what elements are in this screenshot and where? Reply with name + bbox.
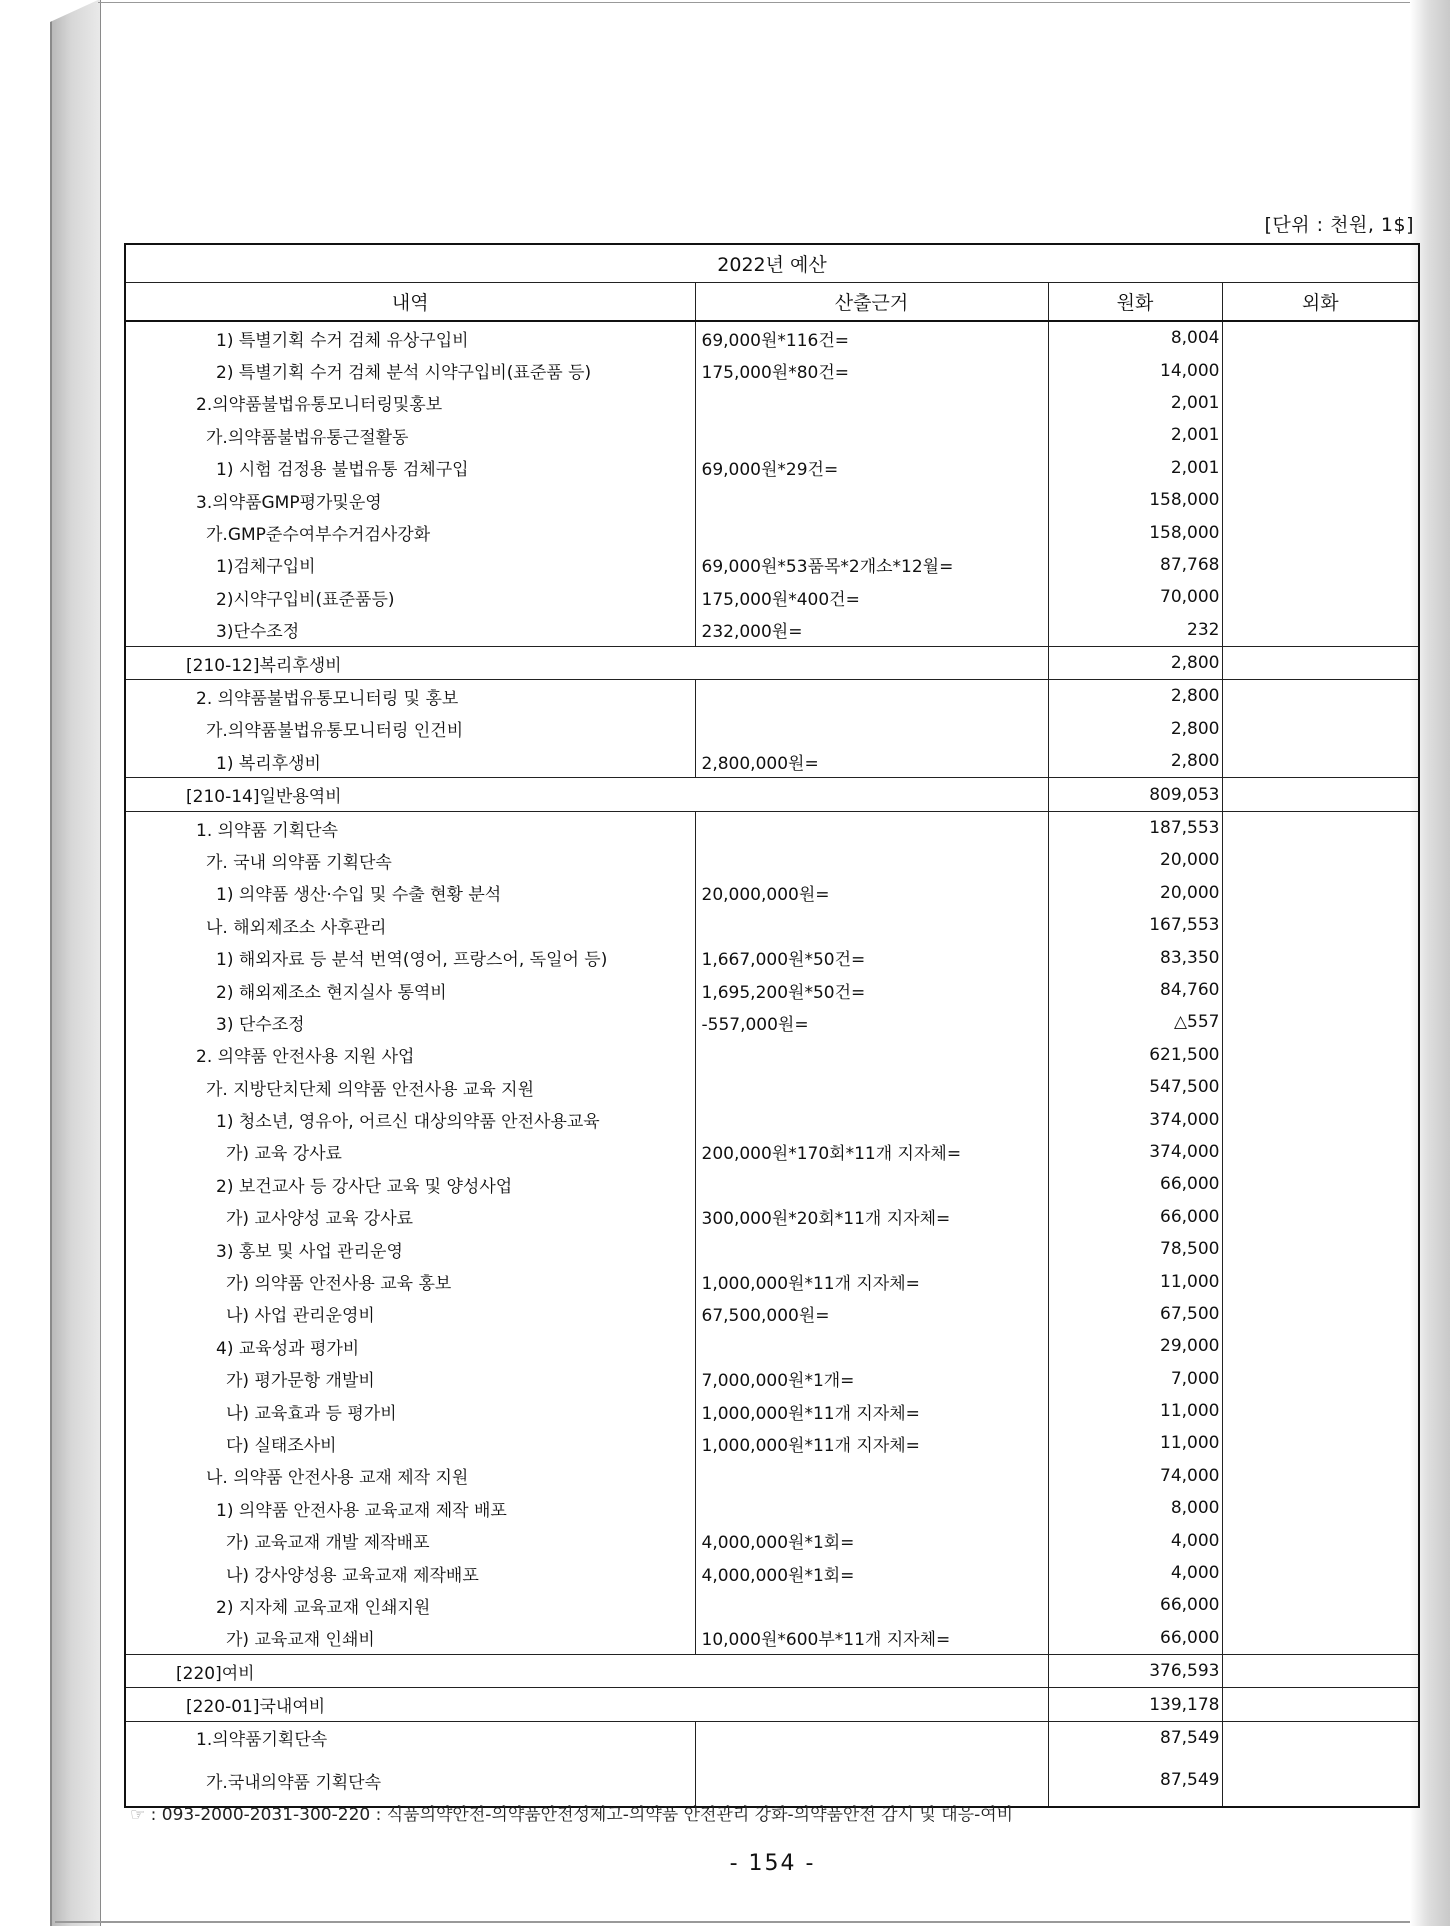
row-foreign-amount (1222, 909, 1419, 941)
row-basis (695, 811, 1048, 844)
row-basis: 1,000,000원*11개 지자체= (695, 1265, 1048, 1297)
row-description: [220]여비 (125, 1655, 1048, 1688)
row-description: 나. 의약품 안전사용 교재 제작 지원 (125, 1460, 695, 1492)
row-basis (695, 1071, 1048, 1103)
row-basis (695, 419, 1048, 451)
row-foreign-amount (1222, 1233, 1419, 1265)
row-foreign-amount (1222, 713, 1419, 745)
row-description: 2) 지자체 교육교재 인쇄지원 (125, 1589, 695, 1621)
row-basis (695, 387, 1048, 419)
header-foreign: 외화 (1222, 283, 1419, 322)
row-description: 가) 교사양성 교육 강사료 (125, 1201, 695, 1233)
row-foreign-amount (1222, 1071, 1419, 1103)
row-krw-amount: 66,000 (1048, 1589, 1222, 1621)
row-krw-amount: 66,000 (1048, 1168, 1222, 1200)
row-foreign-amount (1222, 844, 1419, 876)
row-krw-amount: 139,178 (1048, 1688, 1222, 1721)
row-basis (695, 713, 1048, 745)
table-row (125, 419, 1419, 451)
row-description: 가) 교육교재 개발 제작배포 (125, 1524, 695, 1556)
row-basis (695, 1721, 1048, 1754)
row-description: 다) 실태조사비 (125, 1427, 695, 1459)
row-foreign-amount (1222, 1103, 1419, 1135)
table-row (125, 1006, 1419, 1038)
row-description: 1) 청소년, 영유아, 어르신 대상의약품 안전사용교육 (125, 1103, 695, 1135)
table-row (125, 452, 1419, 484)
row-foreign-amount (1222, 1168, 1419, 1200)
row-description: 가) 평가문항 개발비 (125, 1363, 695, 1395)
row-krw-amount: 78,500 (1048, 1233, 1222, 1265)
row-description: [220-01]국내여비 (125, 1688, 1048, 1721)
row-description: 가) 의약품 안전사용 교육 홍보 (125, 1265, 695, 1297)
row-description: 2.의약품불법유통모니터링및홍보 (125, 387, 695, 419)
table-row (125, 1330, 1419, 1362)
table-body (125, 321, 1419, 1807)
row-krw-amount: 20,000 (1048, 877, 1222, 909)
row-basis: 175,000원*400건= (695, 581, 1048, 613)
row-krw-amount: 66,000 (1048, 1622, 1222, 1655)
row-krw-amount: 4,000 (1048, 1524, 1222, 1556)
row-basis (695, 1589, 1048, 1621)
row-foreign-amount (1222, 452, 1419, 484)
row-basis: 1,667,000원*50건= (695, 941, 1048, 973)
row-basis (695, 1168, 1048, 1200)
row-krw-amount: 232 (1048, 614, 1222, 647)
row-basis (695, 909, 1048, 941)
row-foreign-amount (1222, 941, 1419, 973)
row-foreign-amount (1222, 1395, 1419, 1427)
row-basis: 300,000원*20회*11개 지자체= (695, 1201, 1048, 1233)
row-basis (695, 1103, 1048, 1135)
table-row (125, 549, 1419, 581)
row-description: 가) 교육 강사료 (125, 1136, 695, 1168)
row-krw-amount: 84,760 (1048, 974, 1222, 1006)
row-foreign-amount (1222, 745, 1419, 778)
row-foreign-amount (1222, 1492, 1419, 1524)
table-row (125, 646, 1419, 679)
row-foreign-amount (1222, 811, 1419, 844)
row-description: 1) 의약품 생산·수입 및 수출 현황 분석 (125, 877, 695, 909)
row-description: 2) 보건교사 등 강사단 교육 및 양성사업 (125, 1168, 695, 1200)
row-basis: 232,000원= (695, 614, 1048, 647)
row-foreign-amount (1222, 1721, 1419, 1754)
row-basis: 69,000원*116건= (695, 321, 1048, 354)
row-krw-amount: 2,800 (1048, 713, 1222, 745)
row-basis: 69,000원*53품목*2개소*12월= (695, 549, 1048, 581)
row-foreign-amount (1222, 1688, 1419, 1721)
row-foreign-amount (1222, 1330, 1419, 1362)
table-title: 2022년 예산 (125, 244, 1419, 283)
row-description: 3) 단수조정 (125, 1006, 695, 1038)
row-basis: 10,000원*600부*11개 지자체= (695, 1622, 1048, 1655)
row-foreign-amount (1222, 484, 1419, 516)
table-row (125, 941, 1419, 973)
row-krw-amount: 87,549 (1048, 1754, 1222, 1807)
row-krw-amount: 7,000 (1048, 1363, 1222, 1395)
row-basis (695, 1233, 1048, 1265)
table-row (125, 1363, 1419, 1395)
row-foreign-amount (1222, 974, 1419, 1006)
table-row (125, 387, 1419, 419)
row-foreign-amount (1222, 614, 1419, 647)
row-description: 가) 교육교재 인쇄비 (125, 1622, 695, 1655)
table-row (125, 844, 1419, 876)
row-description: 1)검체구입비 (125, 549, 695, 581)
book-corner (50, 0, 98, 22)
row-krw-amount: 74,000 (1048, 1460, 1222, 1492)
row-description: 2. 의약품불법유통모니터링 및 홍보 (125, 680, 695, 713)
table-row (125, 1460, 1419, 1492)
footnote-text: : 093-2000-2031-300-220 : 식품의약안전-의약품안전성제고-의약품 안전관리 강화-의약품안전 감시 및 대응-여비 (150, 1805, 1014, 1825)
row-foreign-amount (1222, 1427, 1419, 1459)
row-krw-amount: 547,500 (1048, 1071, 1222, 1103)
table-row (125, 321, 1419, 354)
table-row (125, 614, 1419, 647)
row-foreign-amount (1222, 549, 1419, 581)
table-row (125, 974, 1419, 1006)
row-foreign-amount (1222, 1006, 1419, 1038)
row-krw-amount: 87,768 (1048, 549, 1222, 581)
row-krw-amount: 2,800 (1048, 745, 1222, 778)
row-description: 1. 의약품 기획단속 (125, 811, 695, 844)
table-row (125, 1136, 1419, 1168)
row-krw-amount: 167,553 (1048, 909, 1222, 941)
row-description: 1) 해외자료 등 분석 번역(영어, 프랑스어, 독일어 등) (125, 941, 695, 973)
row-foreign-amount (1222, 877, 1419, 909)
row-krw-amount: 8,000 (1048, 1492, 1222, 1524)
footnote (130, 1800, 1013, 1825)
row-description: 3)단수조정 (125, 614, 695, 647)
budget-table (124, 243, 1420, 1808)
row-basis (695, 680, 1048, 713)
row-description: 1.의약품기획단속 (125, 1721, 695, 1754)
row-krw-amount: 374,000 (1048, 1103, 1222, 1135)
table-row (125, 1524, 1419, 1556)
row-krw-amount: 70,000 (1048, 581, 1222, 613)
row-foreign-amount (1222, 1622, 1419, 1655)
row-krw-amount: 11,000 (1048, 1395, 1222, 1427)
table-row (125, 1622, 1419, 1655)
table-row (125, 1265, 1419, 1297)
row-foreign-amount (1222, 387, 1419, 419)
row-basis: 69,000원*29건= (695, 452, 1048, 484)
row-description: 나) 사업 관리운영비 (125, 1298, 695, 1330)
table-row (125, 1039, 1419, 1071)
table-row (125, 1298, 1419, 1330)
row-description: 가.국내의약품 기획단속 (125, 1754, 695, 1807)
row-basis: -557,000원= (695, 1006, 1048, 1038)
header-description: 내역 (125, 283, 695, 322)
row-foreign-amount (1222, 1039, 1419, 1071)
table-row (125, 1655, 1419, 1688)
table-row (125, 877, 1419, 909)
header-krw: 원화 (1048, 283, 1222, 322)
row-krw-amount: 621,500 (1048, 1039, 1222, 1071)
row-foreign-amount (1222, 321, 1419, 354)
row-krw-amount: 11,000 (1048, 1265, 1222, 1297)
row-krw-amount: 11,000 (1048, 1427, 1222, 1459)
row-description: 가.GMP준수여부수거검사강화 (125, 516, 695, 548)
row-description: 가.의약품불법유통근절활동 (125, 419, 695, 451)
row-krw-amount: 374,000 (1048, 1136, 1222, 1168)
row-krw-amount: 376,593 (1048, 1655, 1222, 1688)
header-basis: 산출근거 (695, 283, 1048, 322)
row-description: 가. 국내 의약품 기획단속 (125, 844, 695, 876)
row-basis: 2,800,000원= (695, 745, 1048, 778)
row-krw-amount: △557 (1048, 1006, 1222, 1038)
row-krw-amount: 2,001 (1048, 387, 1222, 419)
row-krw-amount: 2,800 (1048, 646, 1222, 679)
row-krw-amount: 66,000 (1048, 1201, 1222, 1233)
row-krw-amount: 2,001 (1048, 452, 1222, 484)
row-krw-amount: 4,000 (1048, 1557, 1222, 1589)
row-description: 1) 의약품 안전사용 교육교재 제작 배포 (125, 1492, 695, 1524)
row-krw-amount: 67,500 (1048, 1298, 1222, 1330)
row-foreign-amount (1222, 1589, 1419, 1621)
row-krw-amount: 87,549 (1048, 1721, 1222, 1754)
row-description: 1) 시험 검정용 불법유통 검체구입 (125, 452, 695, 484)
row-basis: 1,000,000원*11개 지자체= (695, 1427, 1048, 1459)
row-description: 2)시약구입비(표준품등) (125, 581, 695, 613)
table-row (125, 745, 1419, 778)
row-foreign-amount (1222, 354, 1419, 386)
row-krw-amount: 187,553 (1048, 811, 1222, 844)
row-basis (695, 844, 1048, 876)
row-description: [210-14]일반용역비 (125, 778, 1048, 811)
row-description: 2. 의약품 안전사용 지원 사업 (125, 1039, 695, 1071)
table-row (125, 516, 1419, 548)
row-foreign-amount (1222, 778, 1419, 811)
row-basis: 4,000,000원*1회= (695, 1557, 1048, 1589)
table-row (125, 1071, 1419, 1103)
table-row (125, 1589, 1419, 1621)
row-foreign-amount (1222, 646, 1419, 679)
row-basis: 4,000,000원*1회= (695, 1524, 1048, 1556)
row-description: 2) 특별기획 수거 검체 분석 시약구입비(표준품 등) (125, 354, 695, 386)
row-foreign-amount (1222, 419, 1419, 451)
page-bottom-border (55, 1921, 1415, 1923)
row-krw-amount: 2,800 (1048, 680, 1222, 713)
row-krw-amount: 20,000 (1048, 844, 1222, 876)
row-basis (695, 484, 1048, 516)
table-row (125, 484, 1419, 516)
row-foreign-amount (1222, 1298, 1419, 1330)
page-number: - 154 - (729, 1851, 816, 1876)
table-row (125, 1103, 1419, 1135)
row-krw-amount: 14,000 (1048, 354, 1222, 386)
table-row (125, 811, 1419, 844)
row-basis: 200,000원*170회*11개 지자체= (695, 1136, 1048, 1168)
row-description: 가.의약품불법유통모니터링 인건비 (125, 713, 695, 745)
row-basis (695, 1330, 1048, 1362)
row-basis: 175,000원*80건= (695, 354, 1048, 386)
row-description: 가. 지방단치단체 의약품 안전사용 교육 지원 (125, 1071, 695, 1103)
row-krw-amount: 158,000 (1048, 516, 1222, 548)
row-foreign-amount (1222, 1265, 1419, 1297)
row-krw-amount: 83,350 (1048, 941, 1222, 973)
table-row (125, 354, 1419, 386)
row-description: 3.의약품GMP평가및운영 (125, 484, 695, 516)
row-description: [210-12]복리후생비 (125, 646, 1048, 679)
row-krw-amount: 2,001 (1048, 419, 1222, 451)
row-basis: 1,695,200원*50건= (695, 974, 1048, 1006)
row-basis: 67,500,000원= (695, 1298, 1048, 1330)
table-row (125, 1688, 1419, 1721)
table-row (125, 1201, 1419, 1233)
page-top-border (98, 2, 1410, 3)
row-krw-amount: 158,000 (1048, 484, 1222, 516)
row-basis (695, 1460, 1048, 1492)
table-row (125, 680, 1419, 713)
row-foreign-amount (1222, 1754, 1419, 1807)
row-basis: 7,000,000원*1개= (695, 1363, 1048, 1395)
table-row (125, 909, 1419, 941)
table-row (125, 713, 1419, 745)
table-row (125, 581, 1419, 613)
row-basis: 20,000,000원= (695, 877, 1048, 909)
row-foreign-amount (1222, 1460, 1419, 1492)
row-foreign-amount (1222, 1201, 1419, 1233)
table-row (125, 778, 1419, 811)
row-krw-amount: 8,004 (1048, 321, 1222, 354)
row-foreign-amount (1222, 1524, 1419, 1556)
row-description: 2) 해외제조소 현지실사 통역비 (125, 974, 695, 1006)
row-description: 나) 강사양성용 교육교재 제작배포 (125, 1557, 695, 1589)
table-row (125, 1492, 1419, 1524)
table-row (125, 1557, 1419, 1589)
row-foreign-amount (1222, 581, 1419, 613)
row-foreign-amount (1222, 1655, 1419, 1688)
row-foreign-amount (1222, 1363, 1419, 1395)
row-description: 4) 교육성과 평가비 (125, 1330, 695, 1362)
table-row (125, 1168, 1419, 1200)
row-basis (695, 1492, 1048, 1524)
row-description: 1) 특별기획 수거 검체 유상구입비 (125, 321, 695, 354)
row-basis: 1,000,000원*11개 지자체= (695, 1395, 1048, 1427)
table-row (125, 1427, 1419, 1459)
row-description: 1) 복리후생비 (125, 745, 695, 778)
row-foreign-amount (1222, 680, 1419, 713)
row-krw-amount: 809,053 (1048, 778, 1222, 811)
table-row (125, 1395, 1419, 1427)
table-row (125, 1721, 1419, 1754)
unit-label: [단위 : 천원, 1$] (1264, 214, 1414, 236)
row-krw-amount: 29,000 (1048, 1330, 1222, 1362)
row-description: 나. 해외제조소 사후관리 (125, 909, 695, 941)
row-description: 3) 홍보 및 사업 관리운영 (125, 1233, 695, 1265)
row-basis (695, 1039, 1048, 1071)
row-foreign-amount (1222, 1136, 1419, 1168)
row-description: 나) 교육효과 등 평가비 (125, 1395, 695, 1427)
row-foreign-amount (1222, 1557, 1419, 1589)
pointing-hand-icon: ☞ (130, 1805, 146, 1825)
row-foreign-amount (1222, 516, 1419, 548)
book-spine-edge (50, 0, 101, 1926)
table-row (125, 1233, 1419, 1265)
row-basis (695, 516, 1048, 548)
